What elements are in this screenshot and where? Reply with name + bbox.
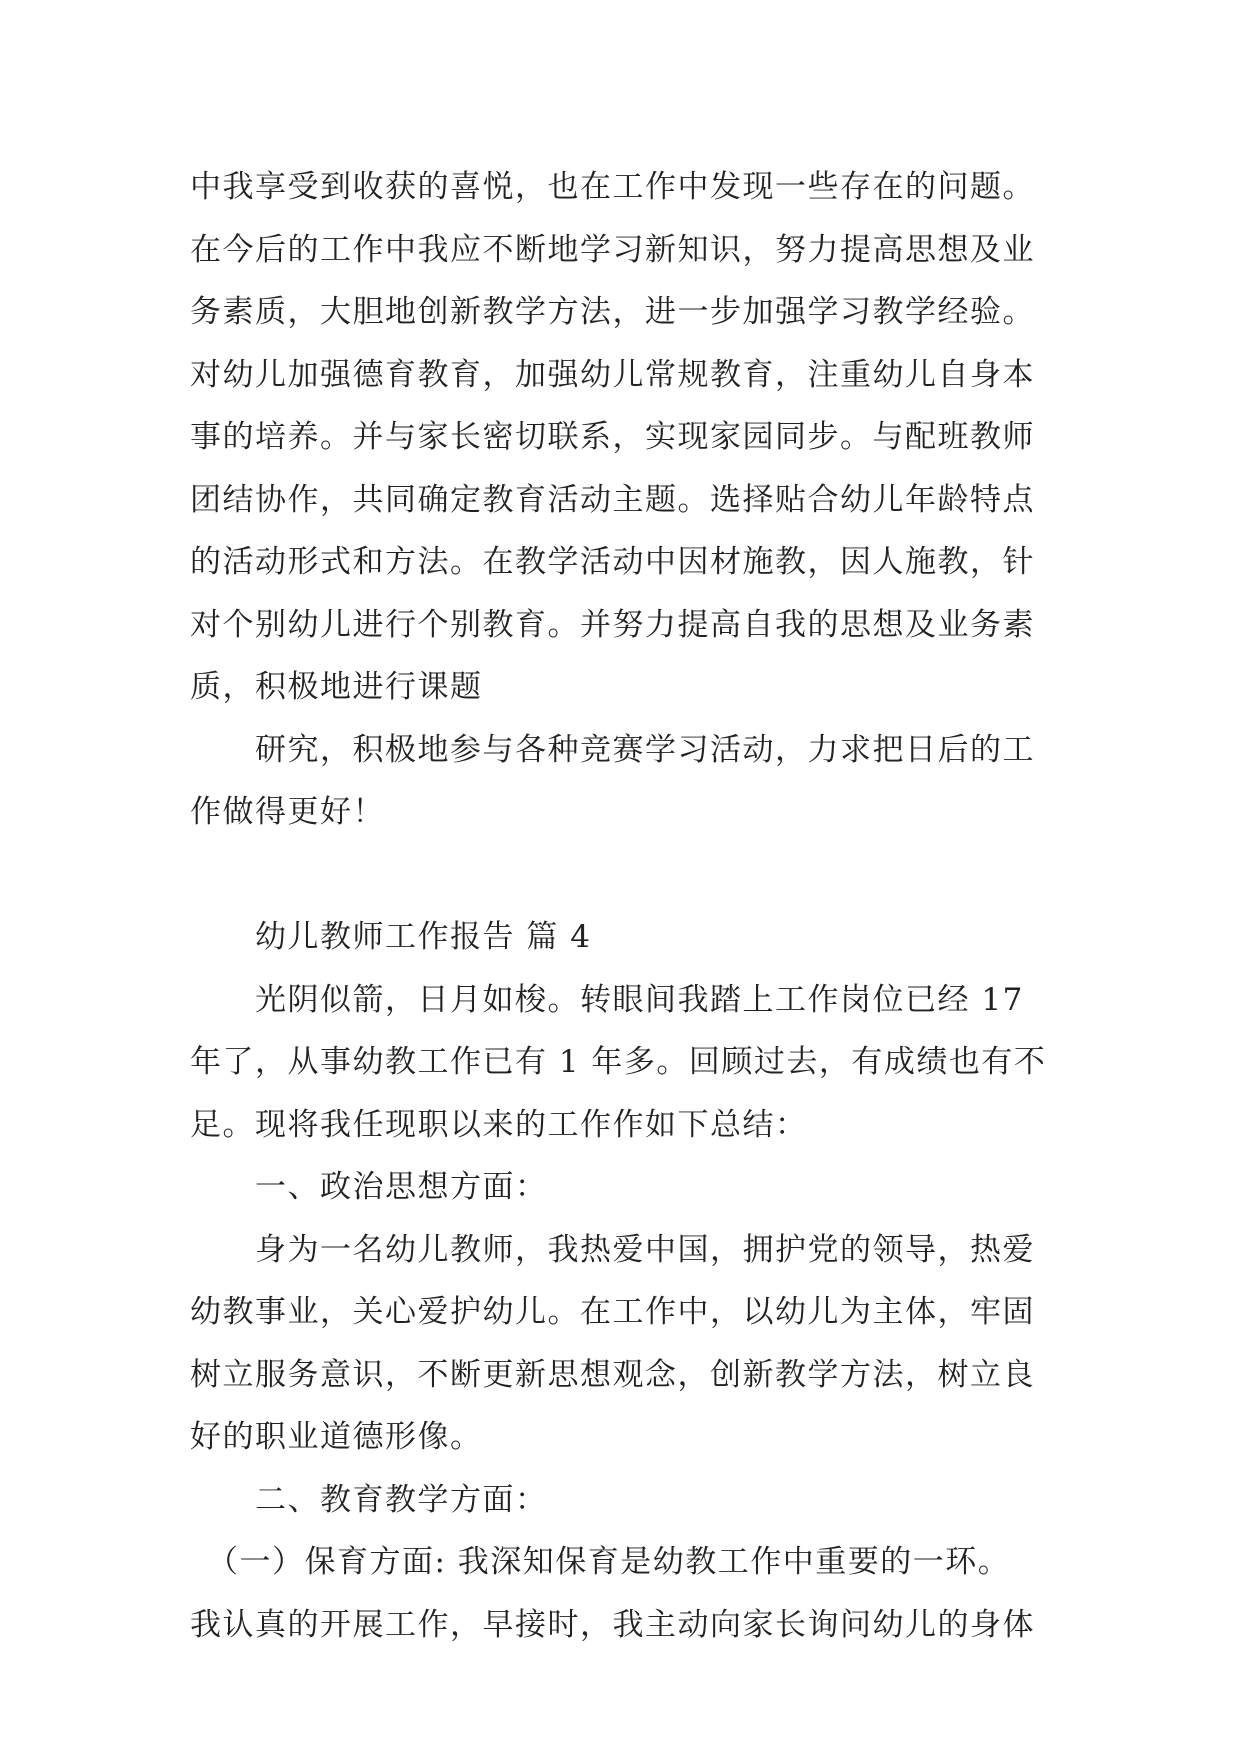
text-line: 团结协作，共同确定教育活动主题。选择贴合幼儿年龄特点	[190, 481, 1035, 518]
text-line: 事的培养。并与家长密切联系，实现家园同步。与配班教师	[190, 419, 1035, 455]
text-line: 的活动形式和方法。在教学活动中因材施教，因人施教，针	[190, 544, 1035, 580]
document-body	[190, 156, 1070, 1656]
text-line: 务素质，大胆地创新教学方法，进一步加强学习教学经验。	[190, 294, 1035, 330]
section-heading: 幼儿教师工作报告 篇 4	[190, 919, 592, 955]
text-line: （一）保育方面: 我深知保育是幼教工作中重要的一环。	[190, 1544, 1011, 1580]
paragraph-gap	[190, 844, 1070, 907]
text-line: 研究，积极地参与各种竞赛学习活动，力求把日后的工	[190, 731, 1035, 768]
text-line: 足。现将我任现职以来的工作作如下总结：	[190, 1106, 808, 1143]
text-line: 在今后的工作中我应不断地学习新知识，努力提高思想及业	[190, 231, 1035, 268]
text-line: 好的职业道德形像。	[190, 1419, 483, 1455]
text-line: 光阴似箭，日月如梭。转眼间我踏上工作岗位已经 17	[190, 981, 1024, 1018]
text-line: 树立服务意识，不断更新思想观念，创新教学方法，树立良	[190, 1356, 1035, 1393]
text-line: 幼教事业，关心爱护幼儿。在工作中，以幼儿为主体，牢固	[190, 1294, 1035, 1330]
text-line: 中我享受到收获的喜悦，也在工作中发现一些存在的问题。	[190, 169, 1035, 205]
text-line: 质，积极地进行课题	[190, 669, 483, 705]
text-line: 身为一名幼儿教师，我热爱中国，拥护党的领导，热爱	[190, 1231, 1035, 1268]
subsection-heading: 一、政治思想方面：	[190, 1169, 548, 1205]
text-line: 作做得更好！	[190, 794, 385, 830]
subsection-heading: 二、教育教学方面：	[190, 1481, 548, 1518]
text-line: 对个别幼儿进行个别教育。并努力提高自我的思想及业务素	[190, 606, 1035, 643]
text-line: 对幼儿加强德育教育，加强幼儿常规教育，注重幼儿自身本	[190, 356, 1035, 393]
text-line: 年了，从事幼教工作已有 1 年多。回顾过去，有成绩也有不	[190, 1044, 1047, 1080]
text-line: 我认真的开展工作，早接时，我主动向家长询问幼儿的身体	[190, 1606, 1035, 1643]
